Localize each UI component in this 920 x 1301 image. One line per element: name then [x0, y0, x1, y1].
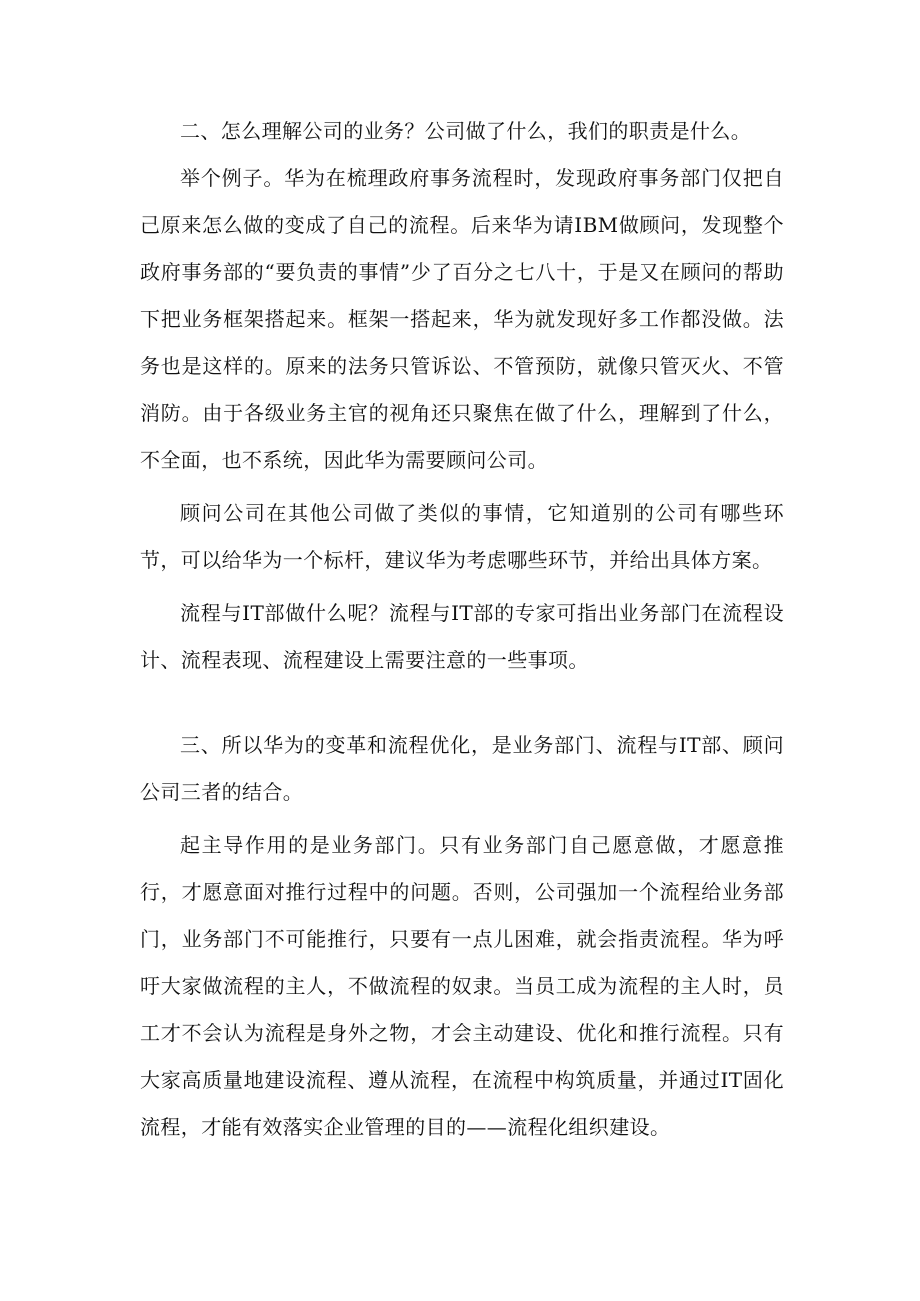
section-spacer — [140, 684, 784, 722]
section-3-paragraph-1: 起主导作用的是业务部门。只有业务部门自己愿意做，才愿意推行，才愿意面对推行过程中的问题。否则，公司强加一个流程给业务部门，业务部门不可能推行，只要有一点儿困难，就会指责流程。华为呼吁大家做流程的主人，不做流程的奴隶。当员工成为流程的主人时，员工才不会认为流程是身外之物，才会主动建设、优化和推行流程。只有大家高质量地建设流程、遵从流程，在流程中构筑质量，并通过IT固化流程，才能有效落实企业管理的目的——流程化组织建设。 — [140, 833, 784, 1139]
document-body — [140, 108, 784, 1151]
section-3-heading: 三、所以华为的变革和流程优化，是业务部门、流程与IT部、顾问公司三者的结合。 — [140, 733, 784, 804]
section-2-paragraph-3: 流程与IT部做什么呢？流程与IT部的专家可指出业务部门在流程设计、流程表现、流程建设上需要注意的一些事项。 — [140, 601, 784, 672]
section-2-heading: 二、怎么理解公司的业务？公司做了什么，我们的职责是什么。 — [180, 119, 752, 143]
section-2-paragraph-1: 举个例子。华为在梳理政府事务流程时，发现政府事务部门仅把自己原来怎么做的变成了自己的流程。后来华为请IBM做顾问，发现整个政府事务部的“要负责的事情”少了百分之七八十，于是又在顾问的帮助下把业务框架搭起来。框架一搭起来，华为就发现好多工作都没做。法务也是这样的。原来的法务只管诉讼、不管预防，就像只管灭火、不管消防。由于各级业务主官的视角还只聚焦在做了什么，理解到了什么，不全面，也不系统，因此华为需要顾问公司。 — [140, 166, 784, 472]
section-2-paragraph-2: 顾问公司在其他公司做了类似的事情，它知道别的公司有哪些环节，可以给华为一个标杆，建议华为考虑哪些环节，并给出具体方案。 — [140, 501, 784, 572]
